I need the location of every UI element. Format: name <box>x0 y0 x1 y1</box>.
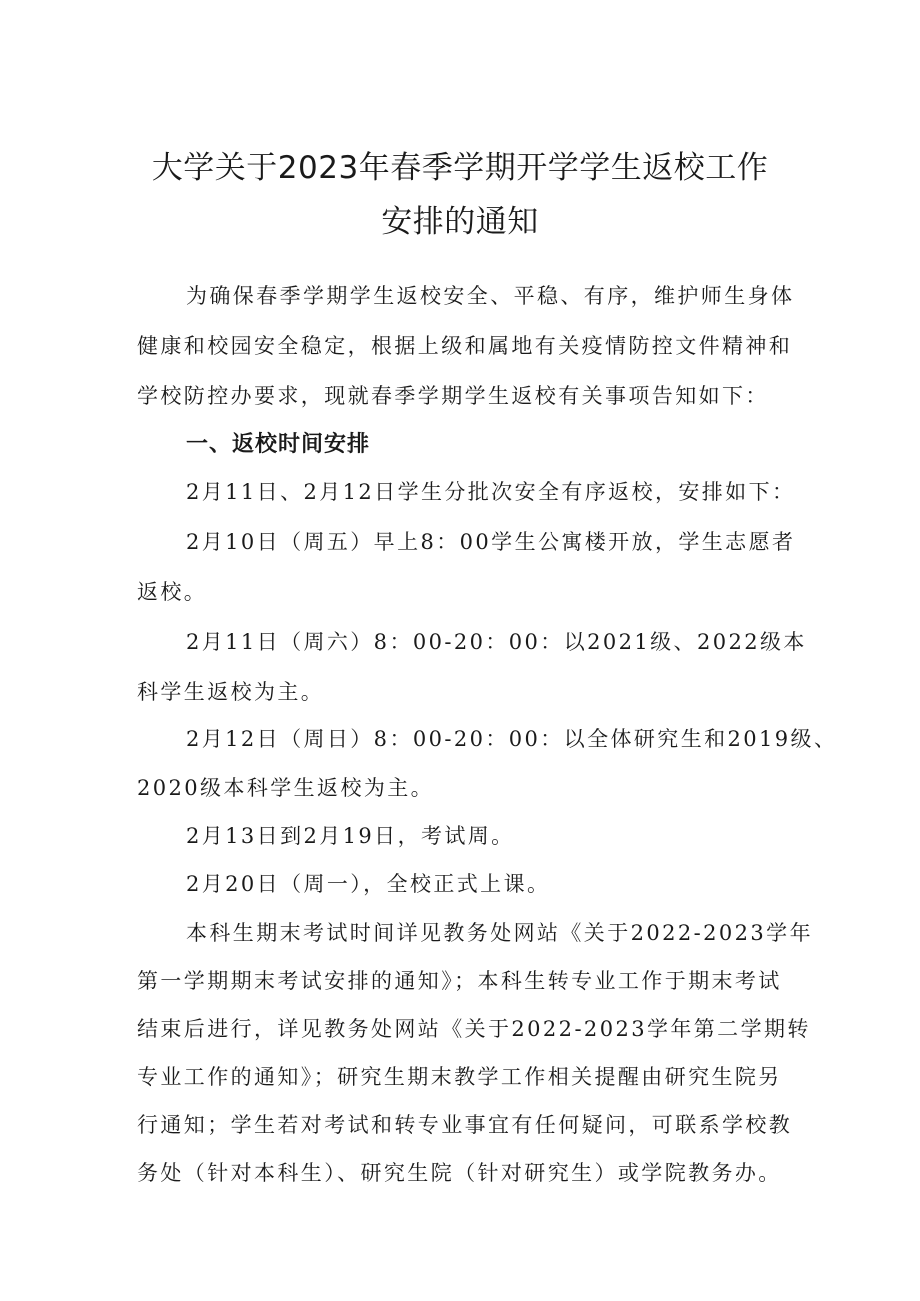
intro-line-2: 健康和校园安全稳定，根据上级和属地有关疫情防控文件精神和 <box>137 334 793 358</box>
schedule-intro: 2月11日、2月12日学生分批次安全有序返校，安排如下： <box>186 480 796 504</box>
exam-paragraph-line-6: 务处（针对本科生）、研究生院（针对研究生）或学院教务办。 <box>137 1161 782 1185</box>
section-heading-return-schedule: 一、返校时间安排 <box>186 432 371 457</box>
item-feb12-line-1: 2月12日（周日）8：00-20：00：以全体研究生和2019级、 <box>186 727 838 751</box>
exam-paragraph-line-2: 第一学期期末考试安排的通知》；本科生转专业工作于期末考试 <box>137 969 782 993</box>
item-feb12-line-2: 2020级本科学生返校为主。 <box>137 776 435 800</box>
document-title-line-1: 大学关于2023年春季学期开学学生返校工作 <box>151 150 769 186</box>
item-feb10-line-2: 返校。 <box>137 580 208 604</box>
item-classes-begin: 2月20日（周一），全校正式上课。 <box>186 872 551 896</box>
item-exam-week: 2月13日到2月19日，考试周。 <box>186 824 515 848</box>
exam-paragraph-line-4: 专业工作的通知》；研究生期末教学工作相关提醒由研究生院另 <box>137 1065 782 1089</box>
exam-paragraph-line-3: 结束后进行，详见教务处网站《关于2022-2023学年第二学期转 <box>137 1017 811 1041</box>
item-feb11-line-1: 2月11日（周六）8：00-20：00：以2021级、2022级本 <box>186 630 807 654</box>
intro-line-1: 为确保春季学期学生返校安全、平稳、有序，维护师生身体 <box>186 284 795 308</box>
exam-paragraph-line-1: 本科生期末考试时间详见教务处网站《关于2022-2023学年 <box>186 921 813 945</box>
item-feb11-line-2: 科学生返校为主。 <box>137 680 325 704</box>
intro-line-3: 学校防控办要求，现就春季学期学生返校有关事项告知如下： <box>137 384 769 408</box>
item-feb10-line-1: 2月10日（周五）早上8：00学生公寓楼开放，学生志愿者 <box>186 530 796 554</box>
document-title-line-2: 安排的通知 <box>381 204 539 240</box>
exam-paragraph-line-5: 行通知；学生若对考试和转专业事宜有任何疑问，可联系学校教 <box>137 1113 793 1137</box>
